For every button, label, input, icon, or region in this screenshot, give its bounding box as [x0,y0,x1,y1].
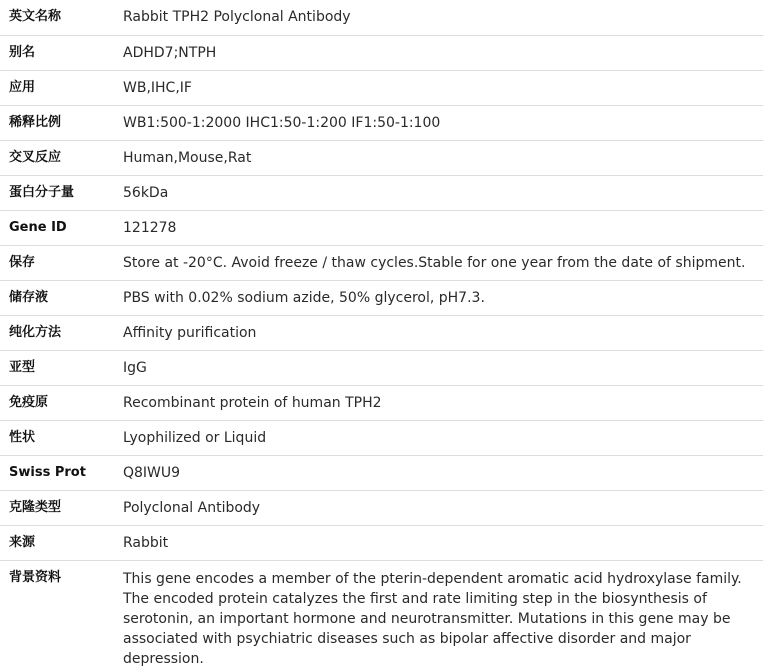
row-storage [0,245,763,280]
row-value: Polyclonal Antibody [123,490,763,525]
row-label: 背景资料 [9,569,62,585]
row-english-name [0,0,763,35]
row-cross-reactivity [0,140,763,175]
row-label: 稀释比例 [0,105,123,140]
row-value: Affinity purification [123,315,763,350]
row-label: 纯化方法 [0,315,123,350]
row-dilution [0,105,763,140]
row-value: 56kDa [123,175,763,210]
row-value: This gene encodes a member of the pterin-dependent aromatic acid hydroxylase family. The encoded protein catalyzes the first and rate limiting step in the biosynthesis of serotonin, an important hormone and neurotransmitter. Mutations in this gene may be associated with psychiatric diseases such as bipolar affective disorder and major depression. [123,570,742,667]
row-value: IgG [123,350,763,385]
row-value: Lyophilized or Liquid [123,420,763,455]
row-label: 亚型 [0,350,123,385]
row-label: 交叉反应 [0,140,123,175]
row-label: 免疫原 [0,385,123,420]
row-molecular-weight [0,175,763,210]
row-background [0,560,763,669]
row-clonality [0,490,763,525]
row-value: Store at -20°C. Avoid freeze / thaw cycles.Stable for one year from the date of shipment. [123,245,763,280]
row-value: Q8IWU9 [123,455,763,490]
row-value: PBS with 0.02% sodium azide, 50% glycerol, pH7.3. [123,280,763,315]
row-isotype [0,350,763,385]
row-purification [0,315,763,350]
row-value: 121278 [123,210,763,245]
row-buffer [0,280,763,315]
row-label: 来源 [0,525,123,560]
row-label: 英文名称 [0,0,123,35]
row-label: 别名 [0,35,123,70]
row-alias [0,35,763,70]
row-label: 储存液 [0,280,123,315]
row-value: Rabbit TPH2 Polyclonal Antibody [123,0,763,35]
row-label: Gene ID [0,210,123,245]
row-label: 蛋白分子量 [0,175,123,210]
row-application [0,70,763,105]
row-value: ADHD7;NTPH [123,35,763,70]
row-label: Swiss Prot [0,455,123,490]
row-form [0,420,763,455]
row-value: Rabbit [123,525,763,560]
row-label: 保存 [0,245,123,280]
row-value: WB1:500-1:2000 IHC1:50-1:200 IF1:50-1:100 [123,105,763,140]
row-swiss-prot [0,455,763,490]
row-value: Recombinant protein of human TPH2 [123,385,763,420]
row-gene-id [0,210,763,245]
row-label: 性状 [0,420,123,455]
row-value: WB,IHC,IF [123,70,763,105]
row-immunogen [0,385,763,420]
row-host [0,525,763,560]
row-label: 克隆类型 [0,490,123,525]
row-label: 应用 [0,70,123,105]
row-value: Human,Mouse,Rat [123,140,763,175]
